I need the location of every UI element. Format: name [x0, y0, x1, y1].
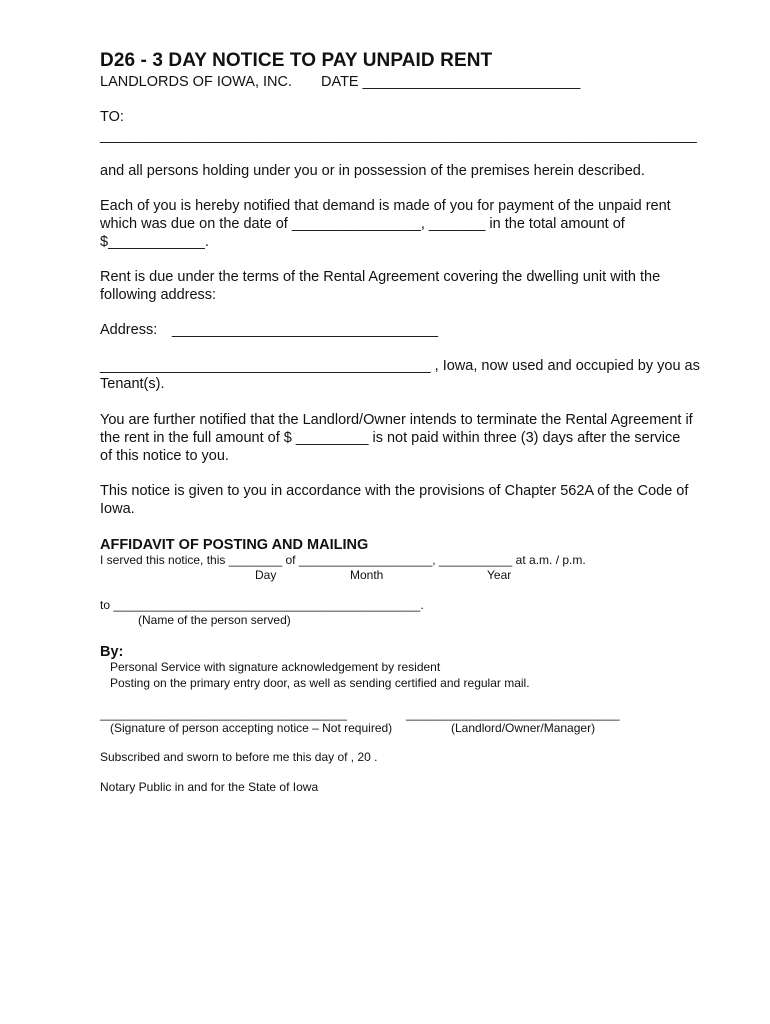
signature-line-landlord: ________________________________ — [406, 707, 620, 721]
terminate-line-2: the rent in the full amount of $ _________ is not paid within three (3) days after the service — [100, 430, 681, 446]
signature-line-resident: _____________________________________ — [100, 707, 347, 721]
demand-line-2: which was due on the date of ________________, _______ in the total amount of — [100, 216, 625, 232]
year-caption: Year — [487, 568, 512, 582]
chapter-line-2: Iowa. — [100, 501, 135, 517]
date-field: DATE ___________________________ — [321, 74, 581, 90]
signature-landlord-caption: (Landlord/Owner/Manager) — [451, 721, 596, 735]
demand-line-1: Each of you is hereby notified that demand is made of you for payment of the unpaid rent — [100, 198, 671, 214]
signature-resident-caption: (Signature of person accepting notice – Not required) — [110, 721, 393, 735]
notary-line: Notary Public in and for the State of Iowa — [100, 780, 319, 794]
rent-due-line-2: following address: — [100, 287, 217, 303]
address-line: _________________________________ — [172, 322, 439, 338]
option-personal-service: Personal Service with signature acknowledgement by resident — [110, 660, 441, 674]
page-title: D26 - 3 DAY NOTICE TO PAY UNPAID RENT — [100, 50, 493, 71]
to-line: __________________________________________________________________________ — [100, 128, 697, 144]
by-heading: By: — [100, 644, 124, 660]
demand-line-3: $____________. — [100, 234, 209, 250]
chapter-line-1: This notice is given to you in accordance with the provisions of Chapter 562A of the Code of — [100, 483, 689, 499]
to-person-line: to ______________________________________________. — [100, 598, 424, 612]
iowa-line-1: _________________________________________ , Iowa, now used and occupied by you as — [100, 358, 700, 374]
company-name: LANDLORDS OF IOWA, INC. — [100, 74, 293, 90]
served-line: I served this notice, this ________ of ____________________, ___________ at a.m. / p.m. — [100, 553, 586, 567]
day-caption: Day — [255, 568, 277, 582]
holding-paragraph: and all persons holding under you or in possession of the premises herein described. — [100, 163, 645, 179]
iowa-line-2: Tenant(s). — [100, 376, 165, 392]
affidavit-heading: AFFIDAVIT OF POSTING AND MAILING — [100, 537, 369, 553]
subscribed-line: Subscribed and sworn to before me this day of , 20 . — [100, 750, 378, 764]
terminate-line-1: You are further notified that the Landlord/Owner intends to terminate the Rental Agreement if — [100, 412, 693, 428]
option-posting: Posting on the primary entry door, as well as sending certified and regular mail. — [110, 676, 530, 690]
month-caption: Month — [350, 568, 384, 582]
address-label: Address: — [100, 322, 158, 338]
rent-due-line-1: Rent is due under the terms of the Rental Agreement covering the dwelling unit with the — [100, 269, 661, 285]
name-served-caption: (Name of the person served) — [138, 613, 291, 627]
to-label: TO: — [100, 109, 124, 125]
terminate-line-3: of this notice to you. — [100, 448, 229, 464]
